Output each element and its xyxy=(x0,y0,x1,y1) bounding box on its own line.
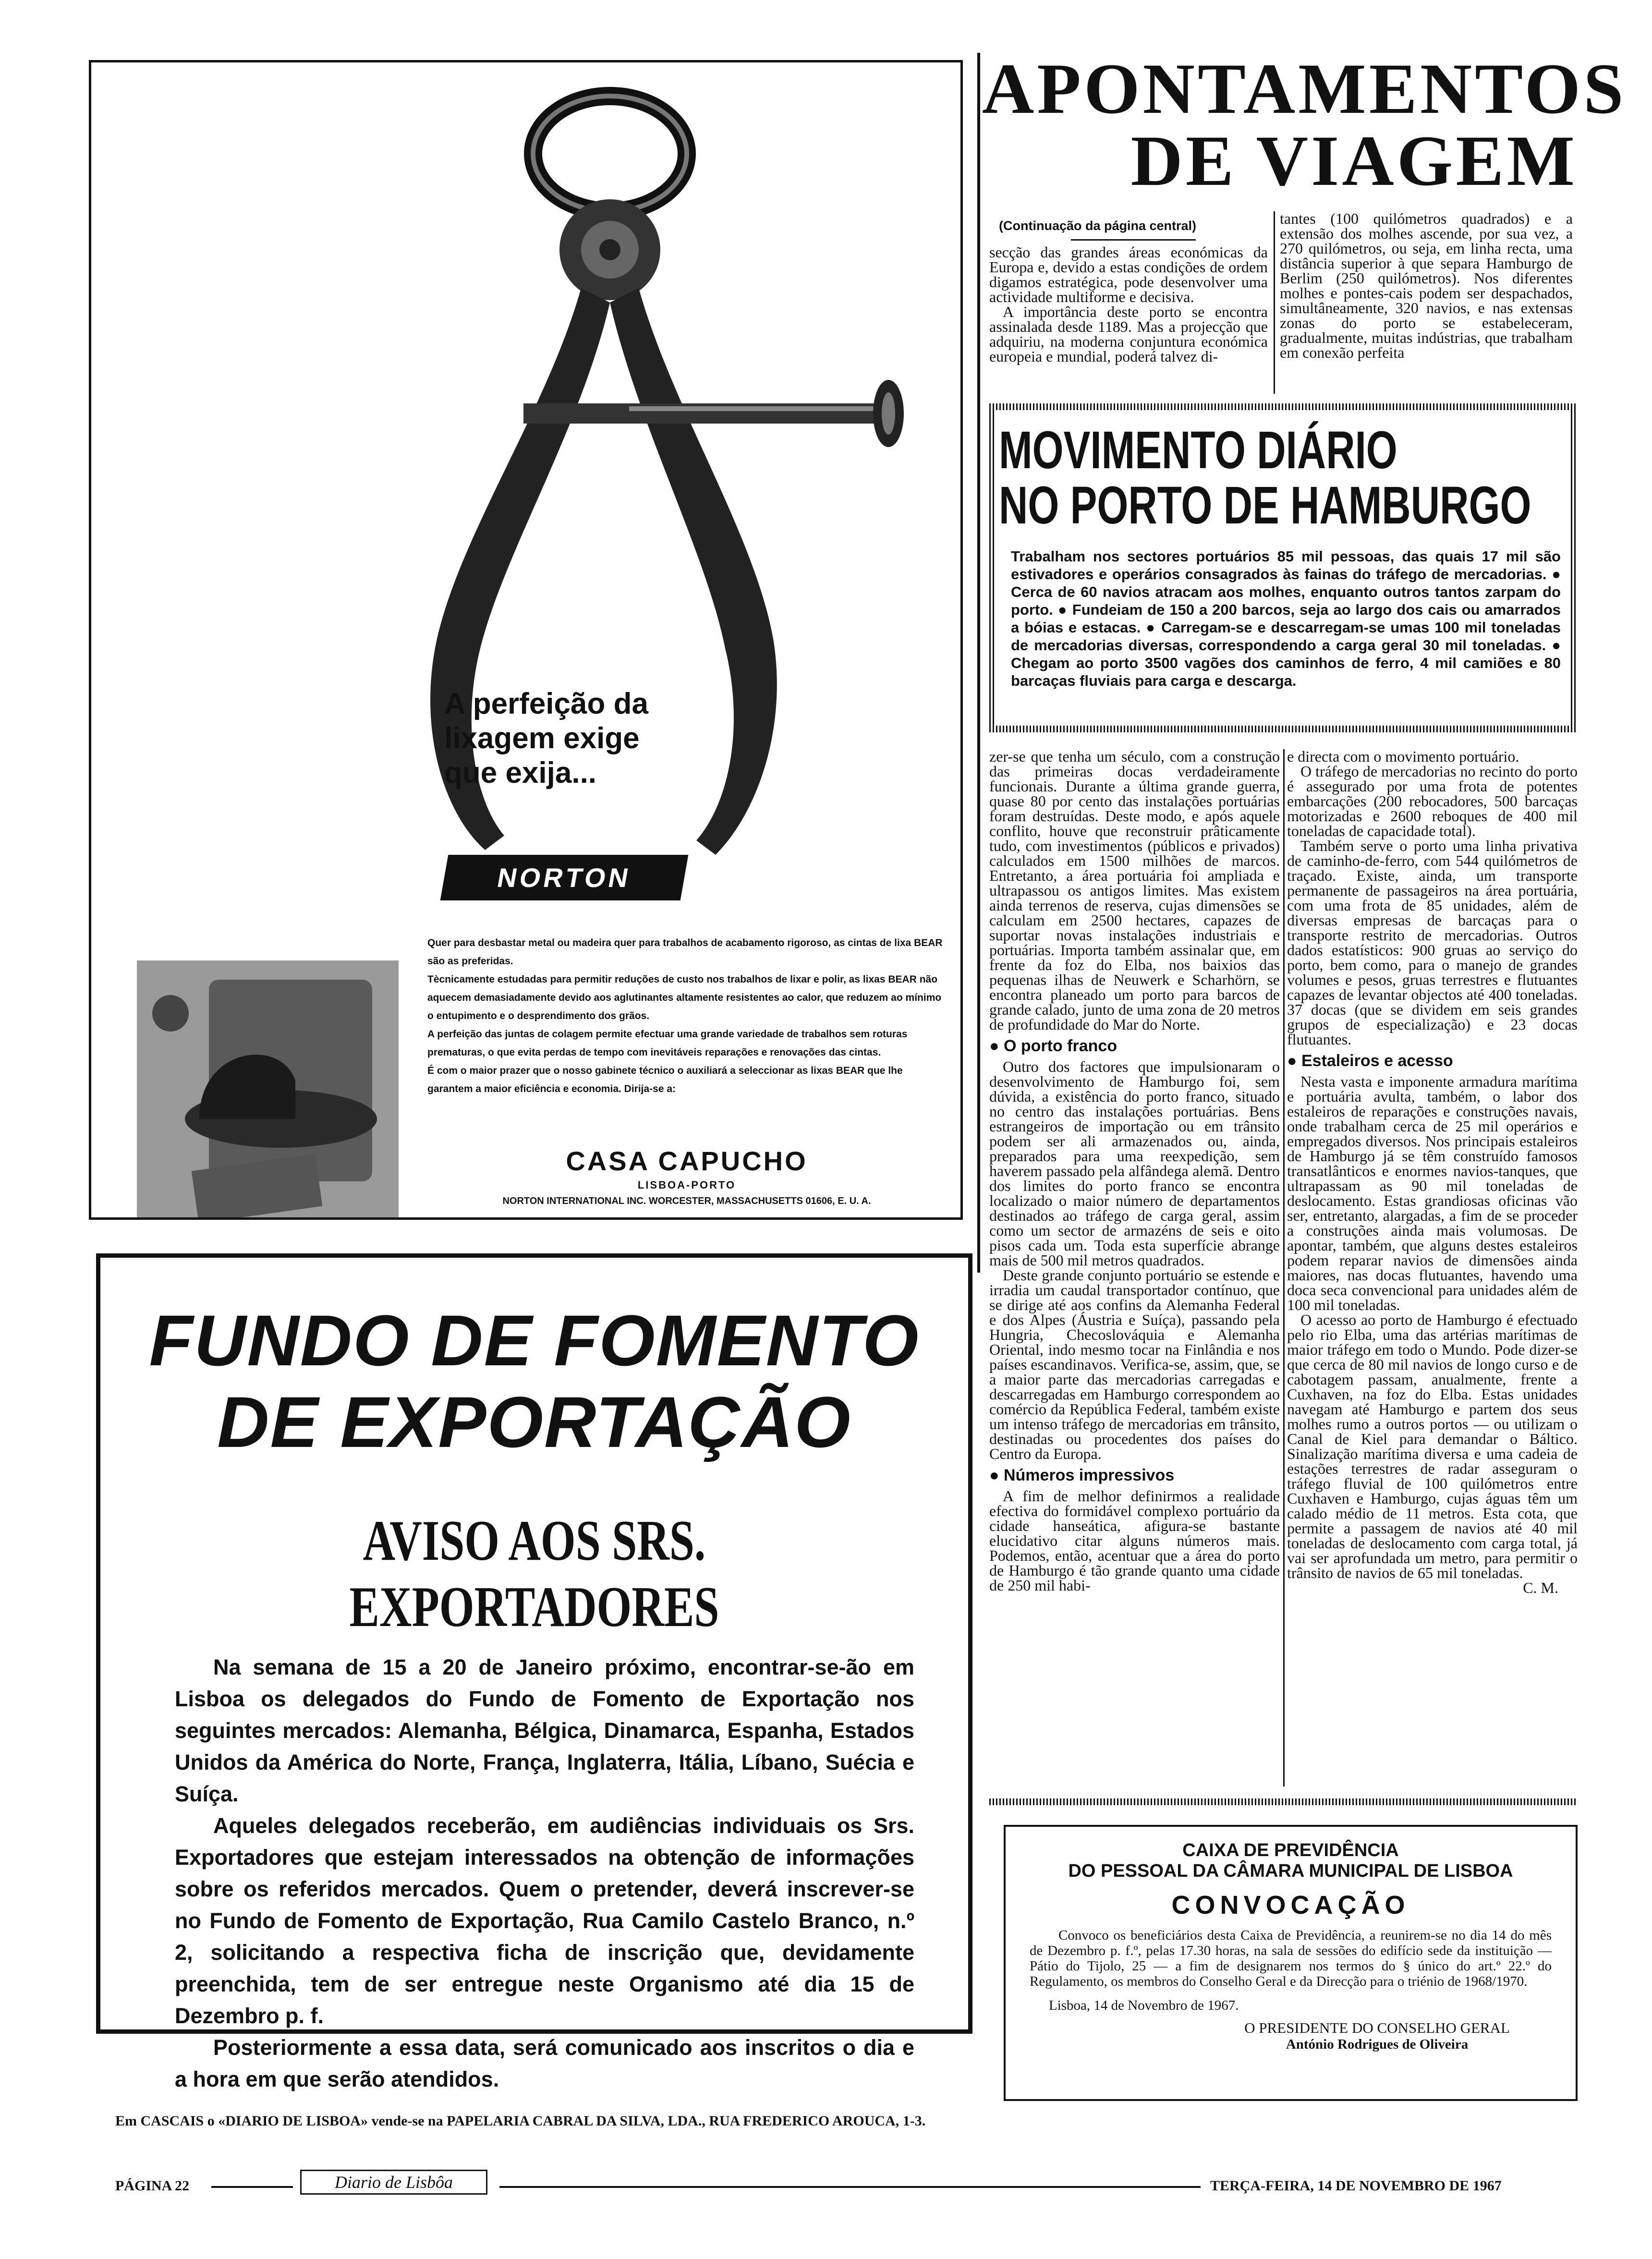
norton-advertisement xyxy=(89,60,963,1220)
masthead-logo: Diario de Lisbôa xyxy=(300,2170,487,2195)
caixa-sign-title: O PRESIDENTE DO CONSELHO GERAL xyxy=(1244,2019,1510,2036)
apontamentos-column-1 xyxy=(989,245,1268,364)
movimento-title xyxy=(999,423,1568,533)
article-paragraph: Nesta vasta e imponente armadura marítima e portuária avulta, também, o labor dos estaleiros de reparações e construções navais, onde trabalham cerca de 25 mil operários e empregados diversos. Nos principais estaleiros de Hamburgo já se têm construído famosos transatlânticos e enormes navios-tanques, que ultrapassam as 90 mil toneladas de deslocamento. Estas grandiosas oficinas vão ser, entretanto, alargadas, a fim de se proceder a construções ainda mais volumosas. De apontar, também, que alguns destes estaleiros podem reparar navios de dimensões ainda maiores, nas docas flutuantes, havendo uma doca seca convencional para unidades além de 100 mil toneladas. xyxy=(1287,1073,1578,1313)
norton-paragraph: É com o maior prazer que o nosso gabinete técnico o auxiliará a seleccionar as lixas BEAR que lhe garantem a maior eficiência e economia. Dirija-se a: xyxy=(427,1065,903,1094)
hatched-rule xyxy=(989,1798,1578,1805)
article-paragraph: Outro dos factores que impulsionaram o desenvolvimento de Hamburgo foi, sem dúvida, a existência do porto franco, situado no centro das instalações portuárias. Bens estrangeiros de importação ou em trânsito podem ser ali armazenados ou, ainda, preparados para uma reexpedição, sem haverem passado pela alfândega alemã. Dentro dos limites do porto franco se encontra localizado o maior número de departamentos destinados ao tráfego de carga geral, assim como um sector de armazéns de seis e oito pisos cada um. Toda esta superfície abrange mais de 500 mil metros quadrados. xyxy=(989,1058,1280,1269)
article-paragraph: O tráfego de mercadorias no recinto do porto é assegurado por uma frota de potentes embarcações (200 rebocadores, 500 barcaças motorizadas e 2600 reboques de 400 mil toneladas de capacidade total). xyxy=(1287,763,1578,839)
hatched-border xyxy=(989,403,996,732)
fundo-body xyxy=(175,1652,914,2095)
fundo-fomento-advertisement xyxy=(96,1253,972,2091)
apontamentos-column-2 xyxy=(1280,211,1573,360)
continuation-note: (Continuação da página central) xyxy=(999,219,1197,233)
casa-capucho-name: CASA CAPUCHO xyxy=(566,1146,808,1176)
article-column-b xyxy=(1287,749,1578,1595)
caixa-line1: CAIXA DE PREVIDÊNCIA xyxy=(1182,1840,1399,1860)
column-rule xyxy=(1274,211,1275,394)
footer-date: TERÇA-FEIRA, 14 DE NOVEMBRO DE 1967 xyxy=(1210,2178,1502,2194)
subheading-numeros: ● Números impressivos xyxy=(989,1466,1175,1484)
movimento-box xyxy=(989,403,1578,732)
apontamentos-title-line2: DE VIAGEM xyxy=(1130,121,1578,201)
movimento-title-line2: NO PORTO DE HAMBURGO xyxy=(999,476,1531,535)
caixa-line2: DO PESSOAL DA CÂMARA MUNICIPAL DE LISBOA xyxy=(1068,1861,1513,1881)
article-paragraph: Também serve o porto uma linha privativa de caminho-de-ferro, com 544 quilómetros de traçado. Existe, ainda, um transporte permanente de passageiros na área portuária, com uma frota de 85 unidades, além de diversas empresas de barcaças para o transporte restrito de mercadorias. Outros dados estatísticos: 900 gruas ao serviço do porto, bem como, para o manejo de grandes volumes e pesos, gruas terrestres e flutuantes capazes de levantar objectos até 400 toneladas. 37 docas (que se dividem em seis grandes grupos de especialização) e 23 docas flutuantes. xyxy=(1287,837,1578,1048)
page-number: PÁGINA 22 xyxy=(115,2178,190,2194)
cascais-notice: Em CASCAIS o «DIARIO DE LISBOA» vende-se na PAPELARIA CABRAL DA SILVA, LDA., RUA FREDERICO AROUCA, 1-3. xyxy=(115,2113,926,2129)
article-signature: C. M. xyxy=(1523,1579,1558,1596)
caixa-title: CONVOCAÇÃO xyxy=(1171,1891,1410,1919)
caixa-previdencia-notice xyxy=(1004,1825,1578,2101)
sanding-belt-photo xyxy=(137,960,399,1220)
norton-logo: NORTON xyxy=(440,855,689,900)
article-paragraph: secção das grandes áreas económicas da Europa e, devido a estas condições de ordem digamos estratégica, pode desenvolver uma actividade multiforme e decisiva. xyxy=(989,243,1268,305)
fundo-title-line1: FUNDO DE FOMENTO xyxy=(149,1300,920,1381)
caixa-sign-name: António Rodrigues de Oliveira xyxy=(1286,2037,1469,2052)
article-paragraph: Deste grande conjunto portuário se estende e irradia um caudal transportador contínuo, que se dirige até aos confins da Alemanha Federal e dos Alpes (Áustria e Suíça), passando pela Hungria, Checoslováquia e Alemanha Oriental, indo mesmo tocar na Finlândia e nos países escandinavos. Verifica-se, assim, que, se a maior parte das mercadorias carregadas e descarregadas em Hamburgo correspondem ao comércio da República Federal, também existe um intenso tráfego de mercadorias em trânsito, destinadas ou procedentes dos países do Centro da Europa. xyxy=(989,1266,1280,1462)
caliper-illustration xyxy=(341,62,917,927)
article-paragraph: zer-se que tenha um século, com a construção das primeiras docas verdadeiramente funcionais. Durante a última grande guerra, quase 80 por cento das instalações portuárias foram destruídas. Deste modo, e após aquele conflito, houve que reconstruir prâticamente tudo, com investimentos (públicos e privados) calculados em 1500 milhões de marcos. Entretanto, a área portuária foi ampliada e ultrapassou os antigos limites. Mas existem ainda terrenos de reserva, cujas dimensões se calculam em 2500 hectares, capazes de suportar novas instalações industriais e portuárias. Importa também assinalar que, em frente da foz do Elba, nos baixios das pequenas ilhas de Neuwerk e Scharhörn, se encontra planeado um porto para barcos de grande calado, junto de uma zona de 20 metros de profundidade do Mar do Norte. xyxy=(989,748,1280,1033)
norton-description xyxy=(427,934,946,1098)
column-divider xyxy=(977,53,980,1273)
article-paragraph: A fim de melhor definirmos a realidade efectiva do formidável complexo portuário da cidade hanseática, afigura-se bastante elucidativo citar alguns números mais. Podemos, então, acentuar que a área do porto de Hamburgo é tão grande quanto uma cidade de 250 mil habi- xyxy=(989,1487,1280,1594)
movimento-body: Trabalham nos sectores portuários 85 mil pessoas, das quais 17 mil são estivadores e operários consagrados às fainas do tráfego de mercadorias. ● Cerca de 60 navios atracam aos molhes, enquanto outros tantos zarpam do porto. ● Fundeiam de 150 a 200 barcos, seja ao largo dos cais ou amarrados a bóias e estacas. ● Carregam-se e descarregam-se umas 100 mil toneladas de mercadorias diversas, correspondendo a carga geral 30 mil toneladas. ● Chegam ao porto 3500 vagões dos caminhos de ferro, 4 mil camiões e 80 barcaças fluviais para carga e descarga. xyxy=(1011,548,1561,689)
subheading-estaleiros: ● Estaleiros e acesso xyxy=(1287,1052,1453,1070)
norton-paragraph: Tècnicamente estudadas para permitir reduções de custo nos trabalhos de lixar e polir, as lixas BEAR não aquecem demasiadamente devido aos aglutinantes altamente resistentes ao calor, que reduzem ao mínimo o entupimento e o desprendimento dos grãos. xyxy=(427,974,942,1021)
caixa-date: Lisboa, 14 de Novembro de 1967. xyxy=(1049,1998,1239,2013)
caixa-body: Convoco os beneficiários desta Caixa de Previdência, a reunirem-se no dia 14 do mês de Dezembro p. f.º, pelas 17.30 horas, na sala de sessões do edifício sede da instituição — Pátio do Tijolo, 25 — a fim de designarem nos termos do § único do art.º 22.º do Regulamento, os membros do Conselho Geral e da Direcção para o triénio de 1968/1970. xyxy=(1030,1928,1552,1989)
norton-paragraph: Quer para desbastar metal ou madeira quer para trabalhos de acabamento rigoroso, as cintas de lixa BEAR são as preferidas. xyxy=(427,937,943,967)
short-rule xyxy=(1071,239,1196,241)
article-column-a xyxy=(989,749,1280,1593)
movimento-title-line1: MOVIMENTO DIÁRIO xyxy=(999,421,1397,480)
column-rule xyxy=(1283,749,1285,1786)
hatched-border xyxy=(1571,403,1578,732)
article-paragraph: tantes (100 quilómetros quadrados) e a extensão dos molhes ascende, por sua vez, a 270 quilómetros, ou seja, em linha recta, uma distância superior à que separa Hamburgo de Berlim (250 quilómetros). Nos diferentes molhes e pontes-cais podem ser despachados, simultâneamente, 320 navios, e nas extensas zonas do porto se estabeleceram, gradualmente, muitas indústrias, que trabalham em conexão perfeita xyxy=(1280,210,1573,361)
article-paragraph: e directa com o movimento portuário. xyxy=(1287,748,1519,765)
fundo-paragraph: Posteriormente a essa data, será comunicado aos inscritos o dia e a hora em que serão atendidos. xyxy=(175,2035,914,2091)
fundo-paragraph: Na semana de 15 a 20 de Janeiro próximo, encontrar-se-ão em Lisboa os delegados do Fundo de Fomento de Exportação nos seguintes mercados: Alemanha, Bélgica, Dinamarca, Espanha, Estados Unidos da América do Norte, França, Inglaterra, Itália, Líbano, Suécia e Suíça. xyxy=(175,1655,914,1806)
footer-rule xyxy=(499,2186,1201,2188)
apontamentos-title-line1: APONTAMENTOS xyxy=(982,49,1627,129)
casa-capucho-city: LISBOA-PORTO xyxy=(637,1179,736,1191)
fundo-title-line2: DE EXPORTAÇÃO xyxy=(217,1382,851,1462)
norton-international-address: NORTON INTERNATIONAL INC. WORCESTER, MASSACHUSETTS 01606, E. U. A. xyxy=(502,1196,871,1206)
hatched-border xyxy=(989,403,1578,410)
aviso-heading: AVISO AOS SRS. EXPORTADORES xyxy=(349,1508,719,1639)
article-paragraph: O acesso ao porto de Hamburgo é efectuado pelo rio Elba, uma das artérias marítimas de maior tráfego em todo o Mundo. Pode dizer-se que cerca de 80 mil navios de longo curso e de cabotagem passam, anualmente, frente a Cuxhaven, na foz do Elba. Estas unidades navegam até Hamburgo e partem dos seus molhes rumo a outros portos — ou utilizam o Canal de Kiel para demandar o Báltico. Sinalização marítima diversa e uma cadeia de estações terrestres de radar asseguram o tráfego fluvial de 100 quilómetros entre Cuxhaven e Hamburgo, cujas águas têm um calado médio de 11 metros. Esta cota, que permite a passagem de navios até 40 mil toneladas de deslocamento com carga total, já vai ser aprofundada um metro, para permitir o trânsito de navios de 65 mil toneladas. xyxy=(1287,1311,1578,1581)
article-paragraph: A importância deste porto se encontra assinalada desde 1189. Mas a projecção que adquiriu, na moderna conjuntura económica europeia e mundial, poderá talvez di- xyxy=(989,303,1268,365)
norton-paragraph: A perfeição das juntas de colagem permite efectuar uma grande variedade de trabalhos sem roturas prematuras, o que evita perdas de tempo com inevitáveis reparações e renovações das cintas. xyxy=(427,1029,908,1058)
hatched-border xyxy=(989,726,1578,732)
subheading-porto-franco: ● O porto franco xyxy=(989,1037,1118,1055)
apontamentos-title xyxy=(982,49,1627,201)
fundo-paragraph: Aqueles delegados receberão, em audiências individuais os Srs. Exportadores que estejam interessados na obtenção de informações sobre os referidos mercados. Quem o pretender, deverá inscrever-se no Fundo de Fomento de Exportação, Rua Camilo Castelo Branco, n.º 2, solicitando a respectiva ficha de inscrição que, devidamente preenchida, tem de ser entregue neste Organismo até dia 15 de Dezembro p. f. xyxy=(175,1813,914,2028)
norton-slogan: A perfeição da lixagem exige que exija... xyxy=(444,687,648,789)
footer-rule xyxy=(211,2186,293,2188)
